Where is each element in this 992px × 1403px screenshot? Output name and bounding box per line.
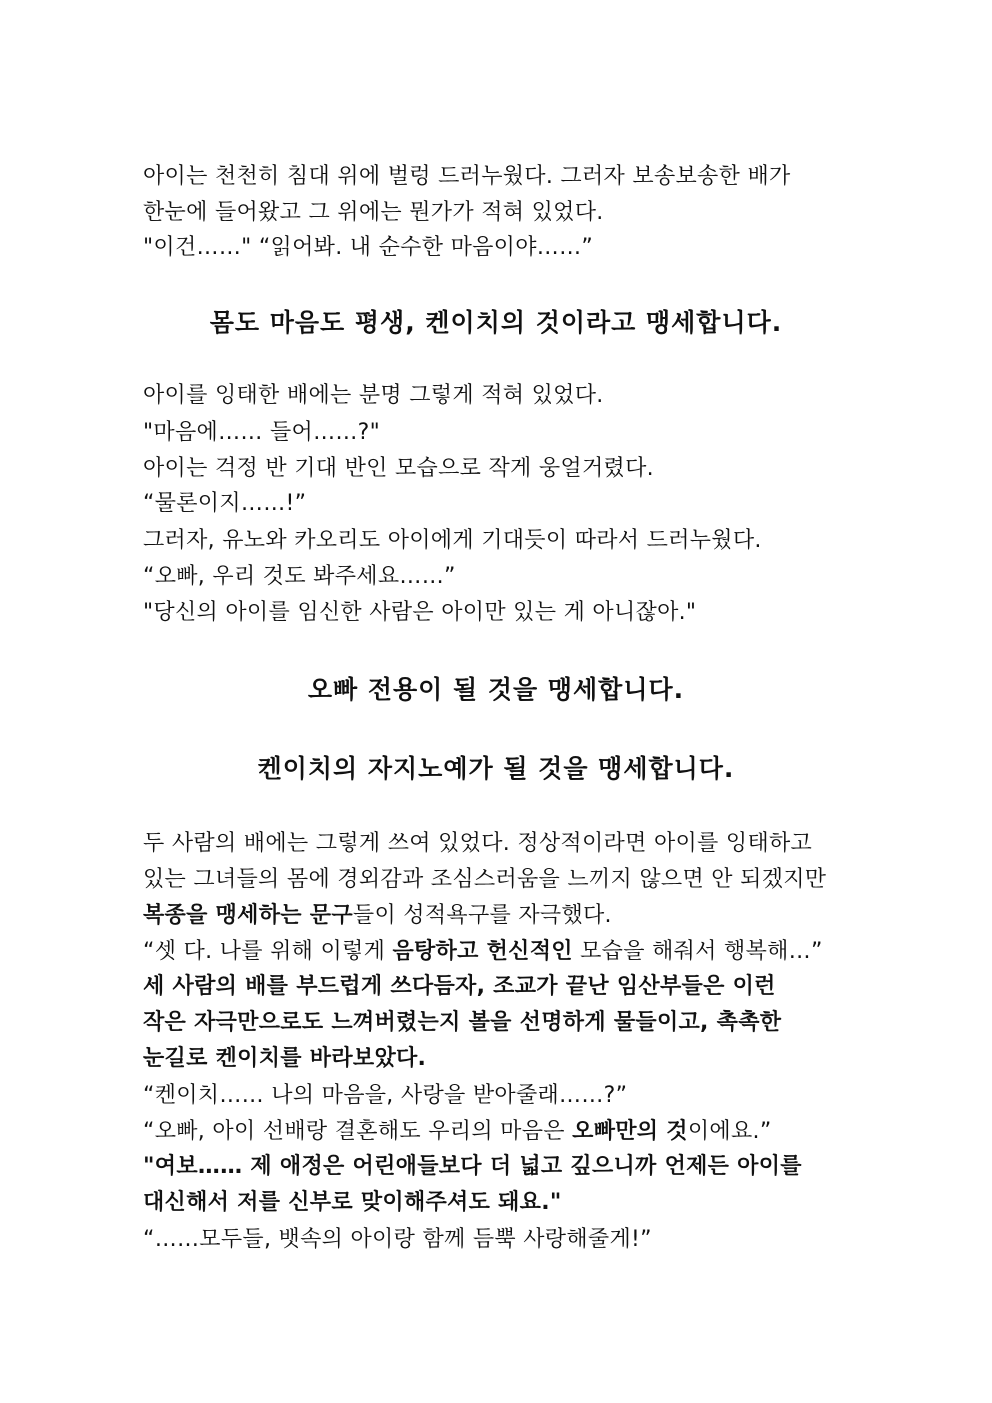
text-line: “……모두들, 뱃속의 아이랑 함께 듬뿍 사랑해줄게!” <box>143 1227 652 1252</box>
text-span: 들이 성적욕구를 자극했다. <box>352 903 612 928</box>
bold-text-line: 대신해서 저를 신부로 맞이해주셔도 돼요." <box>143 1190 562 1215</box>
text-line: “켄이치…… 나의 마음을, 사랑을 받아줄래……?” <box>143 1083 628 1108</box>
oath-heading: 몸도 마음도 평생, 켄이치의 것이라고 맹세합니다. <box>209 308 783 337</box>
bold-text-line: 세 사람의 배를 부드럽게 쓰다듬자, 조교가 끝난 임산부들은 이런 <box>143 974 776 999</box>
text-span: 이에요.” <box>687 1119 772 1144</box>
text-line: 한눈에 들어왔고 그 위에는 뭔가가 적혀 있었다. <box>143 200 604 225</box>
text-line: 아이를 잉태한 배에는 분명 그렇게 적혀 있었다. <box>143 383 604 408</box>
text-line <box>143 829 851 859</box>
text-span: “셋 다. 나를 위해 이렇게 <box>143 939 393 964</box>
text-line: “오빠, 우리 것도 봐주세요……” <box>143 564 456 589</box>
text-line: “물론이지……!” <box>143 491 307 516</box>
text-line: "당신의 아이를 임신한 사람은 아이만 있는 게 아니잖아." <box>143 600 697 625</box>
text-span: 두 사람의 배에는 그렇게 쓰여 있었다. 정상적이라면 아이를 잉태하고 <box>143 831 813 856</box>
bold-phrase: 음탕하고 헌신적인 <box>392 939 573 964</box>
text-line: "마음에…… 들어……?" <box>143 420 381 445</box>
text-line: 그러자, 유노와 카오리도 아이에게 기대듯이 따라서 드러누웠다. <box>143 528 762 553</box>
text-span: 모습을 해줘서 행복해…” <box>572 939 823 964</box>
text-line: 아이는 천천히 침대 위에 벌렁 드러누웠다. 그러자 보송보송한 배가 <box>143 164 791 189</box>
text-line <box>143 1117 863 1147</box>
text-line <box>143 901 863 931</box>
bold-phrase: 오빠만의 것 <box>572 1119 688 1144</box>
text-line: "이건……" “읽어봐. 내 순수한 마음이야……” <box>143 235 594 260</box>
bold-text-line: 눈길로 켄이치를 바라보았다. <box>143 1046 427 1071</box>
oath-heading: 켄이치의 자지노예가 될 것을 맹세합니다. <box>257 754 735 783</box>
oath-heading: 오빠 전용이 될 것을 맹세합니다. <box>307 675 685 704</box>
text-span: “오빠, 아이 선배랑 결혼해도 우리의 마음은 <box>143 1119 573 1144</box>
text-line: 아이는 걱정 반 기대 반인 모습으로 작게 웅얼거렸다. <box>143 456 654 481</box>
bold-text-line: 작은 자극만으로도 느껴버렸는지 볼을 선명하게 물들이고, 촉촉한 <box>143 1010 782 1035</box>
bold-phrase: 복종을 맹세하는 문구 <box>143 903 353 928</box>
text-line <box>143 937 863 967</box>
bold-text-line: "여보…… 제 애정은 어린애들보다 더 넓고 깊으니까 언제든 아이를 <box>143 1154 802 1179</box>
text-line: 있는 그녀들의 몸에 경외감과 조심스러움을 느끼지 않으면 안 되겠지만 <box>143 867 827 892</box>
